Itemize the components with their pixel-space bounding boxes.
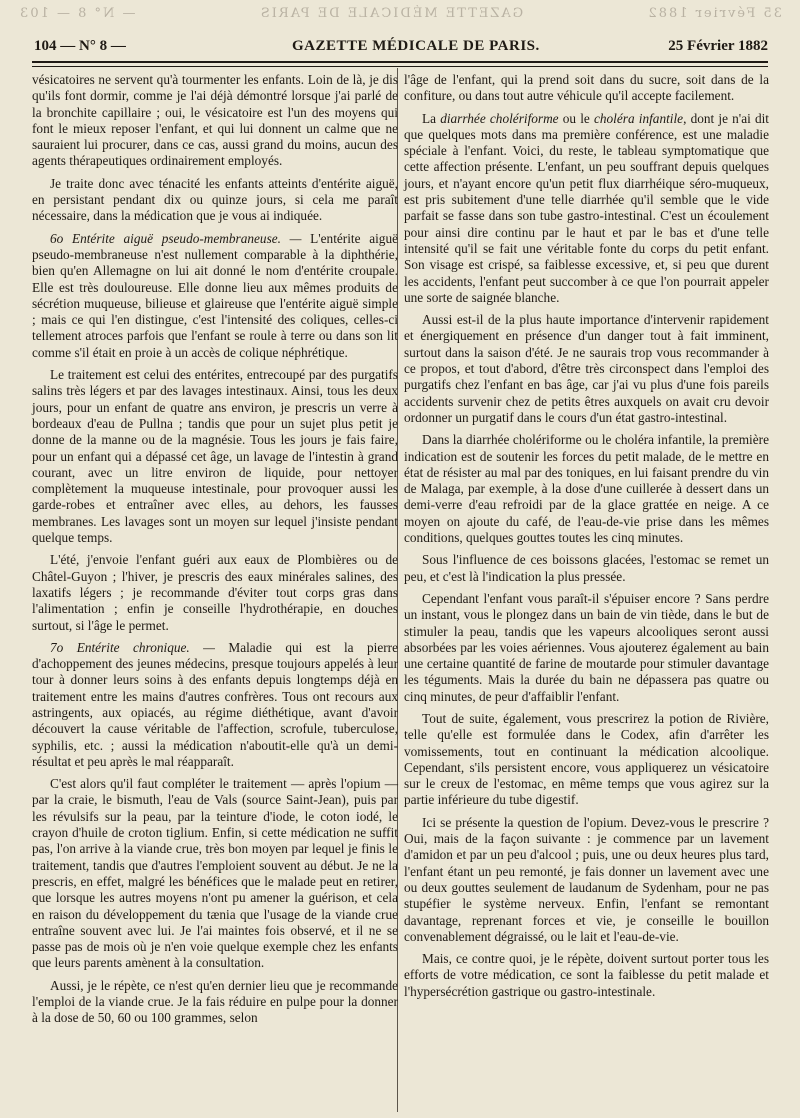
header-rule-thick — [32, 61, 768, 63]
italic-term: diarrhée cholériforme — [440, 110, 559, 126]
issue-date: 25 Février 1882 — [668, 38, 768, 54]
paragraph: Dans la diarrhée cholériforme ou le choléra infantile, la première indication est de soutenir les forces du petit malade, de le mettre en état de résister au mal par des toniques, en lui faisant prendre du vin de Malaga, par exemple, à la dose d'une cuillerée à dessert dans un demi-verre d'eau refroidi par de la glace grattée en neige. A ce moyen on ajoute du café, de l'eau-de-vie prise dans les mêmes conditions, quelques gouttes toutes les cinq minutes. — [404, 432, 769, 546]
left-column — [32, 72, 398, 1033]
paragraph — [32, 231, 398, 361]
paragraph: Le traitement est celui des entérites, entrecoupé par des purgatifs salins très légers et par des lavages intestinaux. Ainsi, tous les deux jours, pour un enfant de quatre ans environ, je prescris un verre à bordeaux d'eau de Pullna ; tandis que pour un sujet plus petit je donne de la manne ou de la magnésie. Tous les jours je fais faire, pour un enfant qui a dépassé cet âge, un lavage de l'intestin à grand courant, avec un litre environ de liquide, pour nettoyer complètement la muqueuse intestinale, pour provoquer aussi les garde-robes et entraîner avec elles, au dehors, les fausses membranes. Les lavages sont un moyen sur lequel j'insiste pendant quelque temps. — [32, 367, 398, 546]
paragraph: Sous l'influence de ces boissons glacées, l'estomac se remet un peu, et c'est là l'indication la plus pressée. — [404, 552, 769, 584]
page-header — [32, 36, 768, 58]
section-heading: 7o Entérite chronique. — — [50, 639, 215, 655]
paragraph-text: La — [422, 110, 441, 126]
ghost-right: — N° 8 — 103 — [18, 6, 136, 21]
paragraph-text: L'entérite aiguë pseudo-membraneuse n'est nullement comparable à la diphthérie, bien qu'en Allemagne on lui ait donné le nom d'entérite croupale. Elle est très douloureuse. Elle donne lieu aux mêmes produits de sécrétion muqueuse, bilieuse et glaireuse que l'entérite aiguë simple ; mais ce qui l'en distingue, c'est l'intensité des coliques, celles-ci tellement atroces parfois que l'enfant se roule à terre ou dans son lit comme s'il était en proie à un accès de colique néphrétique. — [32, 230, 398, 360]
paragraph: l'âge de l'enfant, qui la prend soit dans du sucre, soit dans de la confiture, ou dans tout autre véhicule qu'il accepte facilement. — [404, 72, 769, 104]
paragraph-text: , dont je n'ai dit que quelques mots dans ma première conférence, est une maladie spéciale à l'enfant. Voici, du reste, le tableau symptomatique que cette affection présente. L'enfant, un peu souffrant depuis quelques jours, et n'ayant encore qu'un petit flux diarrhéique séro-muqueux, est pris subitement d'une telle diarrhée qu'il semble que le vide parfait se fasse dans son tube gastro-intestinal. C'est un écoulement pour ainsi dire continu par le haut et par le bas et d'une telle intensité qu'il se fait une véritable fonte du corps du petit enfant. Son visage est crispé, sa faiblesse excessive, et, si peu que durent les accidents, l'enfant peut succomber à ce que l'on pourrait appeler une sorte de saignée blanche. — [404, 110, 769, 305]
paragraph: Mais, ce contre quoi, je le répète, doivent surtout porter tous les efforts de votre médication, ce sont la faiblesse du petit malade et l'hypersécrétion gastrique ou gastro-intestinale. — [404, 951, 769, 999]
journal-title: GAZETTE MÉDICALE DE PARIS. — [292, 38, 540, 54]
paragraph-text: ou le — [558, 110, 594, 126]
paragraph: vésicatoires ne servent qu'à tourmenter les enfants. Loin de là, je dis qu'ils font dormir, comme je l'ai déjà démontré lorsque j'ai parlé de la bronchite capillaire ; oui, le vésicatoire est l'un des moyens qui font le mieux reposer l'enfant, et qui lui donnent un calme que ne sauraient lui procurer, dans ce cas, aussi grand du moins, aucun des agents thérapeutiques ordinairement employés. — [32, 72, 398, 169]
right-column — [404, 72, 769, 1006]
italic-term: choléra infantile — [593, 110, 684, 126]
paragraph-text: Maladie qui est la pierre d'achoppement des jeunes médecins, presque toujours appelés à leur tour à donner leurs soins à des enfants depuis longtemps déjà en traitement entre les mains d'autres confrères. Tous ont recours aux astringents, aux opiacés, au régime diéthétique, avant d'avoir découvert la cause véritable de l'affection, scrofule, tuberculose, syphilis, etc. ; aussi la médication n'aboutit-elle qu'à un demi-résultat et peu après le mal réapparaît. — [32, 639, 399, 769]
paragraph: Tout de suite, également, vous prescrirez la potion de Rivière, telle qu'elle est formulée dans le Codex, afin d'arrêter les vomissements, tout en continuant la médication alcoolique. Cependant, s'ils persistent encore, vous appliquerez un vésicatoire sur le creux de l'estomac, en même temps que vous agirez sur la partie inférieure du tube digestif. — [404, 710, 769, 808]
paragraph: Je traite donc avec ténacité les enfants atteints d'entérite aiguë, en persistant pendant dix ou quinze jours, si cela me paraît nécessaire, dans la médication que je vous ai indiquée. — [32, 175, 398, 224]
ghost-left: 35 Février 1882 — [646, 6, 782, 21]
paragraph: L'été, j'envoie l'enfant guéri aux eaux de Plombières ou de Châtel-Guyon ; l'hiver, je prescris des eaux minérales salines, des laxatifs légers ; je recommande d'éviter tout corps gras dans l'alimentation ; enfin je conseille l'hydrothérapie, en douches surtout, si l'âge le permet. — [32, 552, 398, 633]
header-rule-thin — [32, 66, 768, 67]
paragraph — [32, 640, 398, 770]
paragraph: C'est alors qu'il faut compléter le traitement — après l'opium — par la craie, le bismuth, l'eau de Vals (source Saint-Jean), puis par les révulsifs sur la peau, par la teinture d'iode, le coton iodé, le crayon d'huile de croton tiglium. Enfin, si cette médication ne suffit pas, l'on arrive à la viande crue, très bon moyen par lequel je finis le traitement, tandis que d'autres l'emploient souvent au début. Je ne la prescris, en effet, malgré les bénéfices que le malade peut en retirer, que lorsque les autres moyens n'ont pu amener la guérison, et cela en raison du développement du tænia que l'usage de la viande crue entraîne souvent avec lui. Je l'ai maintes fois observé, et il ne se passe pas de mois où je n'en voie quelque exemple chez les enfants que leurs parents amènent à la consultation. — [32, 776, 398, 971]
bleed-through-header — [18, 6, 782, 21]
paragraph — [404, 111, 769, 307]
paragraph: Ici se présente la question de l'opium. Devez-vous le prescrire ? Oui, mais de la façon suivante : je commence par un lavement d'amidon et par un peu d'alcool ; puis, une ou deux heures plus tard, l'enfant étant un peu remonté, je fais donner un lavement avec une ou deux gouttes seulement de laudanum de Sydenham, pour ne pas stupéfier le système nerveux. Enfin, l'enfant se remontant davantage, reprenant forces et vie, je conseille le bouillon convenablement dégraissé, ou le lait et l'eau-de-vie. — [404, 814, 769, 944]
page-number: 104 — N° 8 — — [34, 38, 126, 54]
section-heading: 6o Entérite aiguë pseudo-membraneuse. — — [50, 230, 302, 246]
paragraph: Aussi, je le répète, ce n'est qu'en dernier lieu que je recommande l'emploi de la viande crue. Je la fais réduire en pulpe pour la donner à la dose de 50, 60 ou 100 grammes, selon — [32, 977, 398, 1026]
ghost-center: GAZETTE MÉDICALE DE PARIS — [258, 6, 524, 21]
paragraph: Cependant l'enfant vous paraît-il s'épuiser encore ? Sans perdre un instant, vous le plongez dans un bain de vin tiède, dans le but de stimuler la peau, tandis que les vapeurs alcooliques seront aussi absorbées par les voies aériennes. Vous ajouterez également au bain une certaine quantité de farine de moutarde pour stimuler davantage les téguments. Mais la durée du bain ne dépassera pas quatre ou cinq minutes, de peur d'affaiblir l'enfant. — [404, 590, 769, 704]
paragraph: Aussi est-il de la plus haute importance d'intervenir rapidement et énergiquement en présence d'un danger tout à fait imminent, surtout dans la saison d'été. Je ne saurais trop vous recommander à ce propos, et tout d'abord, d'être très circonspect dans l'emploi des purgatifs chez l'enfant en bas âge, car j'ai vu plus d'une fois pareils accidents survenir chez de petits êtres auxquels on avait cru devoir ordonner un purgatif dans le cours d'un état gastro-intestinal. — [404, 312, 769, 425]
